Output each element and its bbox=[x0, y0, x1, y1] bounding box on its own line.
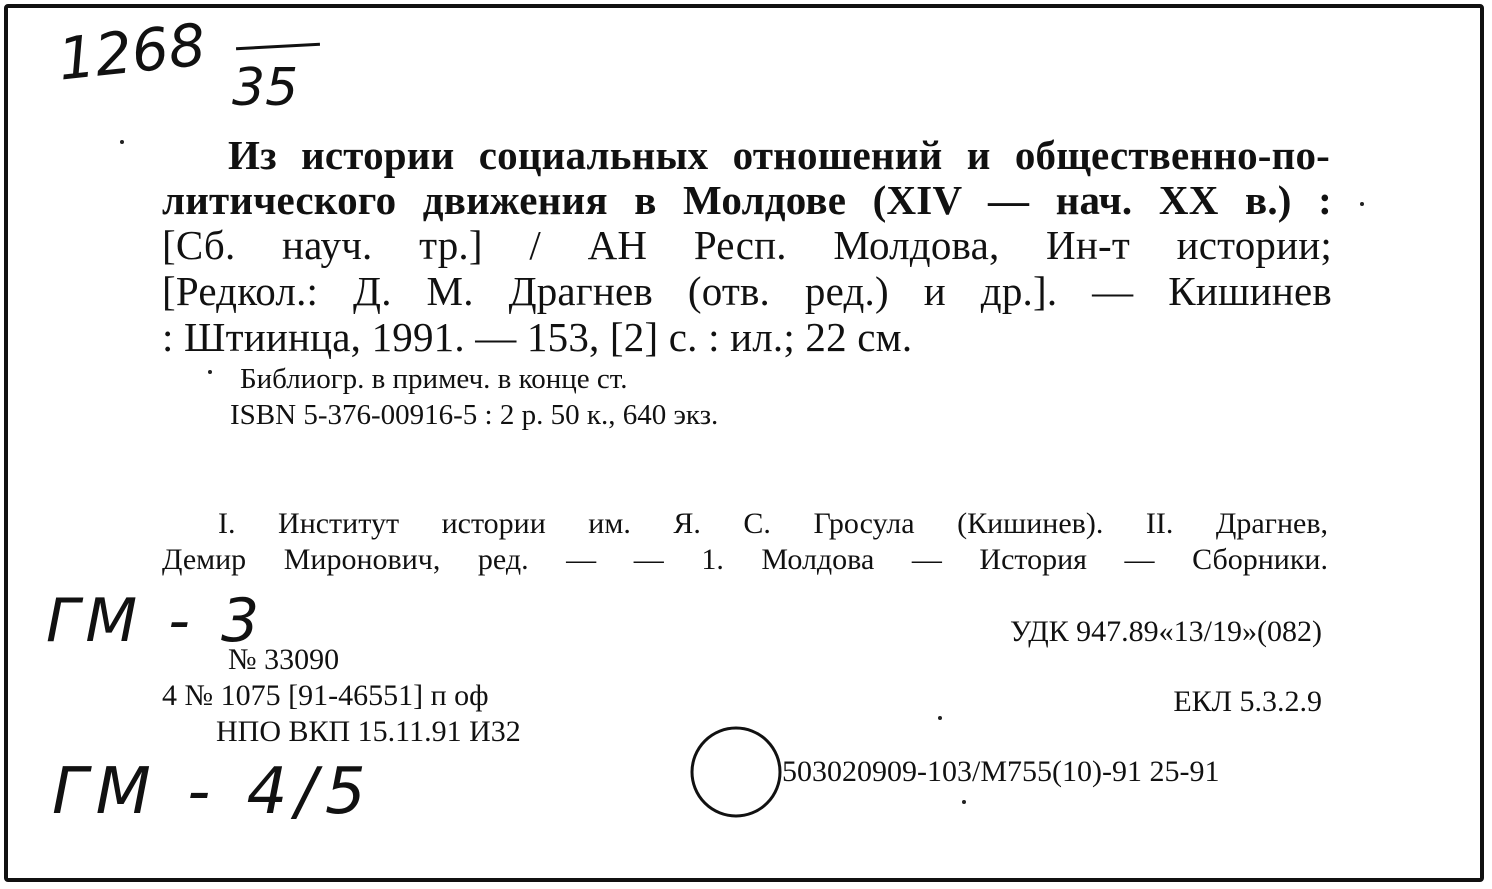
handwritten-shelf-mark-2: ГМ - 4/5 bbox=[52, 755, 374, 829]
speck-3 bbox=[208, 370, 212, 374]
entry-responsibility: [Сб. науч. тр.] / АН Респ. Молдова, Ин-т истории; bbox=[162, 222, 1332, 268]
bibliography-note: Библиогр. в примеч. в конце ст. bbox=[240, 363, 628, 395]
tracings-line-1: I. Институт истории им. Я. С. Гросула (Кишинев). II. Драгнев, bbox=[218, 507, 1328, 540]
entry-title-line-1: Из истории социальных отношений и общественно-по- bbox=[228, 132, 1330, 178]
handwritten-subnumber: 35 bbox=[232, 58, 299, 118]
catalog-number: № 33090 bbox=[228, 643, 340, 676]
publication-code: 503020909-103/М755(10)-91 25-91 bbox=[782, 755, 1220, 788]
ekl-code: ЕКЛ 5.3.2.9 bbox=[1173, 685, 1322, 718]
isbn-note: ISBN 5-376-00916-5 : 2 р. 50 к., 640 экз. bbox=[230, 399, 719, 431]
printer-line: НПО ВКП 15.11.91 И32 bbox=[216, 715, 521, 748]
speck-5 bbox=[962, 800, 966, 804]
entry-editors: [Редкол.: Д. М. Драгнев (отв. ред.) и др.]. — Кишинев bbox=[162, 268, 1332, 314]
order-line: 4 № 1075 [91-46551] п оф bbox=[162, 679, 489, 712]
entry-title-line-2: литического движения в Молдове (XIV — нач. XX в.) : bbox=[162, 177, 1332, 223]
entry-imprint: : Штиинца, 1991. — 153, [2] с. : ил.; 22 см. bbox=[162, 314, 913, 360]
tracings-line-2: Демир Миронович, ред. — — 1. Молдова — История — Сборники. bbox=[162, 543, 1328, 576]
speck-4 bbox=[938, 716, 942, 720]
speck-2 bbox=[1360, 202, 1364, 206]
handwritten-shelf-mark-1: ГМ - 3 bbox=[46, 586, 266, 656]
handwritten-number: 1268 bbox=[54, 10, 209, 94]
udc-code: УДК 947.89«13/19»(082) bbox=[1010, 615, 1322, 648]
speck-1 bbox=[120, 140, 124, 144]
circle-mark-icon bbox=[686, 722, 786, 822]
